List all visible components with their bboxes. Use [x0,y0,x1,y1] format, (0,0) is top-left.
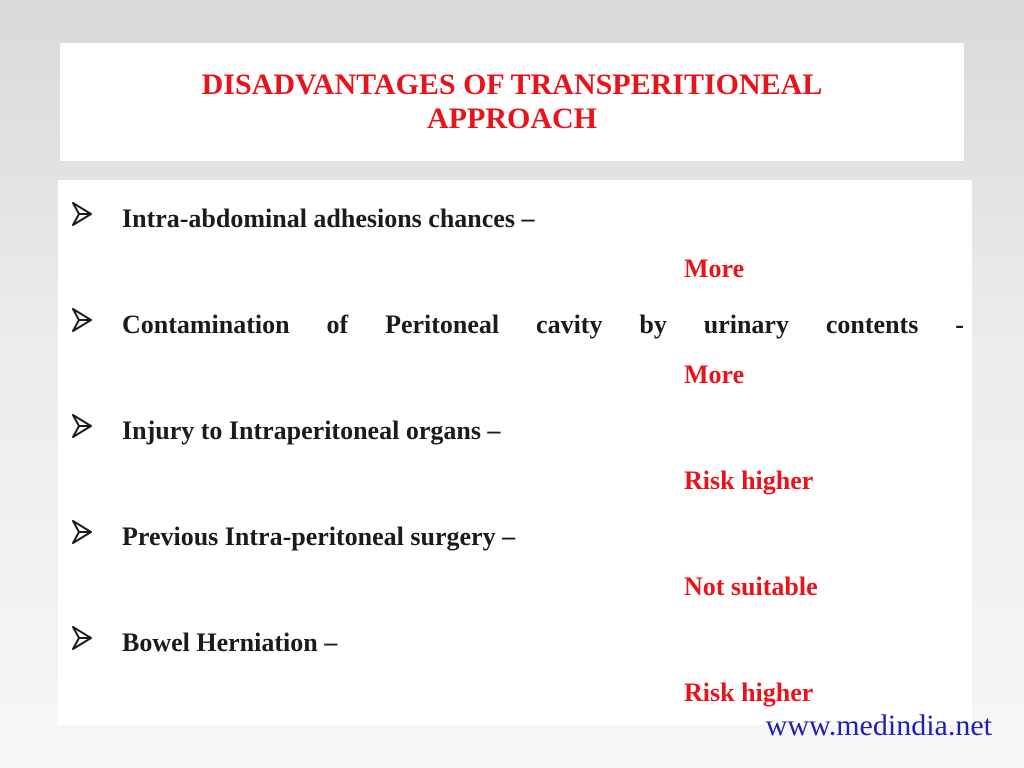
item-label-word: Peritoneal [385,310,500,339]
title-box [60,43,964,161]
item-value: Not suitable [684,572,818,601]
arrow-bullet-icon [72,308,92,332]
list-item [58,296,972,402]
item-label-word: of [326,310,349,339]
item-label: Previous Intra-peritoneal surgery – [122,522,516,551]
content-box [58,180,972,725]
arrow-bullet-icon [72,520,92,544]
item-value: More [684,360,745,389]
arrow-bullet-icon [72,626,92,650]
item-label-word: urinary [703,310,789,339]
item-label: Bowel Herniation – [122,628,338,657]
item-value: More [684,254,745,283]
item-label-word: cavity [536,310,603,339]
item-label-word: contents [825,310,919,339]
list-item [58,190,972,296]
list-item [58,614,972,720]
arrow-bullet-icon [72,202,92,226]
arrow-bullet-icon [72,414,92,438]
item-label: Intra-abdominal adhesions chances – [122,204,535,233]
slide-title: DISADVANTAGES OF TRANSPERITIONEAL APPROACH [201,68,823,135]
item-label-word: Contamination [122,310,290,339]
item-value: Risk higher [684,466,814,495]
item-value: Risk higher [684,678,814,707]
item-label: Injury to Intraperitoneal organs – [122,416,501,445]
item-label-word: by [639,310,667,339]
item-label [122,308,964,342]
list-item [58,508,972,614]
website-url[interactable]: www.medindia.net [765,709,992,742]
list-item [58,402,972,508]
item-label-word: - [955,310,964,339]
